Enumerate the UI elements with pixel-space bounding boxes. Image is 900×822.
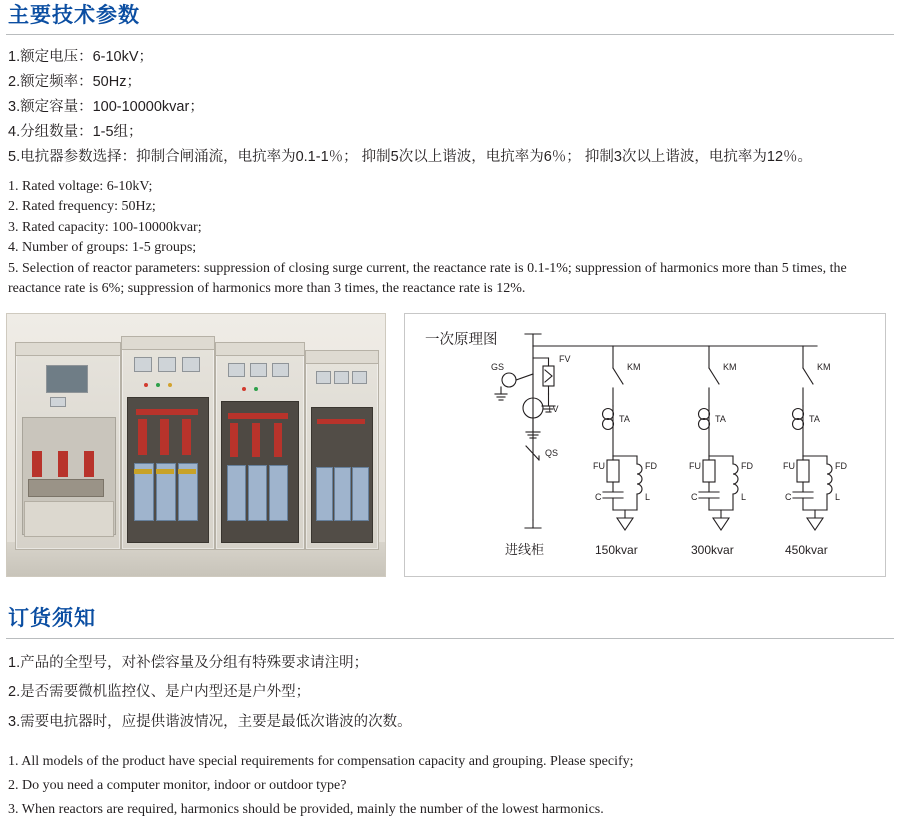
meter-small: [334, 371, 349, 384]
label-fd: FD: [835, 461, 847, 472]
meter-small: [316, 371, 331, 384]
figure-row: [6, 313, 894, 577]
list-item: 3. When reactors are required, harmonics should be provided, mainly the number of the lowest harmonics.: [8, 801, 604, 817]
busbar-red: [32, 451, 42, 477]
capacitor-unit: [269, 465, 288, 521]
list-item: 1.产品的全型号，对补偿容量及分组有特殊要求请注明；: [8, 654, 369, 671]
divider-ordering: [6, 638, 894, 639]
cabinet-top-bar: [216, 343, 304, 356]
label-fu: FU: [689, 461, 701, 472]
fuse-red: [230, 423, 238, 457]
cabinet-lower-door: [24, 501, 114, 537]
capacitor-unit: [334, 467, 351, 521]
busbar-red: [84, 451, 94, 477]
fuse-red: [160, 419, 169, 455]
label-strip: [134, 469, 152, 474]
label-strip: [156, 469, 174, 474]
list-item: 4.分组数量：1-5组；: [8, 123, 143, 140]
label-l: L: [741, 492, 747, 503]
schematic-title: 一次原理图: [425, 332, 498, 349]
label-km: KM: [627, 362, 641, 373]
list-item: 3.需要电抗器时，应提供谐波情况，主要是最低次谐波的次数。: [8, 713, 412, 730]
insulator: [28, 479, 104, 497]
list-item: 2. Rated frequency: 50Hz;: [8, 199, 156, 215]
label-strip: [178, 469, 196, 474]
fuse-red: [182, 419, 191, 455]
indicator-led: [168, 383, 172, 387]
branch-name-450: 450kvar: [785, 543, 828, 558]
list-item: 3. Rated capacity: 100-10000kvar;: [8, 219, 202, 235]
label-ta: TA: [715, 414, 726, 425]
list-item: 4. Number of groups: 1-5 groups;: [8, 240, 197, 256]
cabinet-top-bar: [306, 351, 378, 364]
capacitor-unit: [316, 467, 333, 521]
capacitor-unit: [227, 465, 246, 521]
list-item: 1. All models of the product have special requirements for compensation capacity and grouping. Please specify;: [8, 753, 634, 769]
list-item: 5. Selection of reactor parameters: suppression of closing surge current, the reactance rate is 0.1-1%; suppression of harmonics more than 5 times, the reactance rate is 6%; suppression of harmonics more than 3 times, the reactance rate is 12%.: [8, 260, 847, 296]
cabinet-1: [15, 342, 121, 550]
label-km: KM: [723, 362, 737, 373]
cabinet-top-bar: [122, 337, 214, 350]
fuse-red: [138, 419, 147, 455]
product-photo: [6, 313, 386, 577]
label-c: C: [595, 492, 602, 503]
meter-small: [158, 357, 176, 372]
label-c: C: [785, 492, 792, 503]
ordering-section: [6, 603, 894, 821]
cabinet-2: [121, 336, 215, 550]
branch-name-150: 150kvar: [595, 543, 638, 558]
busbar-red: [317, 419, 365, 424]
label-l: L: [835, 492, 841, 503]
list-item: 2.额定频率：50Hz；: [8, 74, 141, 91]
schematic-svg: [405, 314, 885, 576]
schematic-diagram: [404, 313, 886, 577]
meter-small: [228, 363, 245, 377]
list-item: 5.电抗器参数选择：抑制合闸涌流，电抗率为0.1-1％； 抑制5次以上谐波，电抗率为6％； 抑制3次以上谐波，电抗率为12％。: [8, 148, 813, 165]
capacitor-unit: [248, 465, 267, 521]
list-item: 2.是否需要微机监控仪、是户内型还是户外型；: [8, 684, 311, 701]
specs-list-en: [6, 177, 894, 300]
label-c: C: [691, 492, 698, 503]
label-fu: FU: [593, 461, 605, 472]
cabinet-top-bar: [16, 343, 120, 356]
meter-small: [182, 357, 200, 372]
busbar-red: [228, 413, 288, 419]
ordering-list-en: [6, 750, 894, 822]
label-l: L: [645, 492, 651, 503]
page-title-specs: 主要技术参数: [8, 4, 140, 27]
busbar-red: [58, 451, 68, 477]
busbar-red: [136, 409, 198, 415]
page-title-ordering: 订货须知: [8, 607, 96, 631]
label-fd: FD: [645, 461, 657, 472]
label-ta: TA: [619, 414, 630, 425]
meter-small: [272, 363, 289, 377]
ordering-list-cn: [6, 649, 894, 738]
list-item: 3.额定容量：100-10000kvar；: [8, 98, 204, 115]
fuse-red: [274, 423, 282, 457]
branch-name-300: 300kvar: [691, 543, 734, 558]
label-ta: TA: [809, 414, 820, 425]
label-qs: QS: [545, 448, 559, 459]
divider-specs: [6, 34, 894, 35]
list-item: 2. Do you need a computer monitor, indoor or outdoor type?: [8, 777, 347, 793]
meter-display: [46, 365, 88, 393]
meter-small: [250, 363, 267, 377]
branch-name-incoming: 进线柜: [505, 542, 545, 558]
indicator-led: [242, 387, 246, 391]
indicator-led: [254, 387, 258, 391]
label-gs: GS: [491, 362, 505, 373]
capacitor-unit: [352, 467, 369, 521]
label-tv: TV: [547, 404, 559, 415]
indicator-led: [144, 383, 148, 387]
cabinet-4: [305, 350, 379, 550]
indicator-led: [156, 383, 160, 387]
specs-list-cn: [6, 45, 894, 170]
label-km: KM: [817, 362, 831, 373]
list-item: 1. Rated voltage: 6-10kV;: [8, 178, 153, 194]
fuse-red: [252, 423, 260, 457]
meter-small: [352, 371, 367, 384]
label-fu: FU: [783, 461, 795, 472]
meter-small: [50, 397, 66, 407]
list-item: 1.额定电压：6-10kV；: [8, 49, 154, 66]
label-fd: FD: [741, 461, 753, 472]
cabinet-3: [215, 342, 305, 550]
label-fv: FV: [559, 354, 571, 365]
meter-small: [134, 357, 152, 372]
